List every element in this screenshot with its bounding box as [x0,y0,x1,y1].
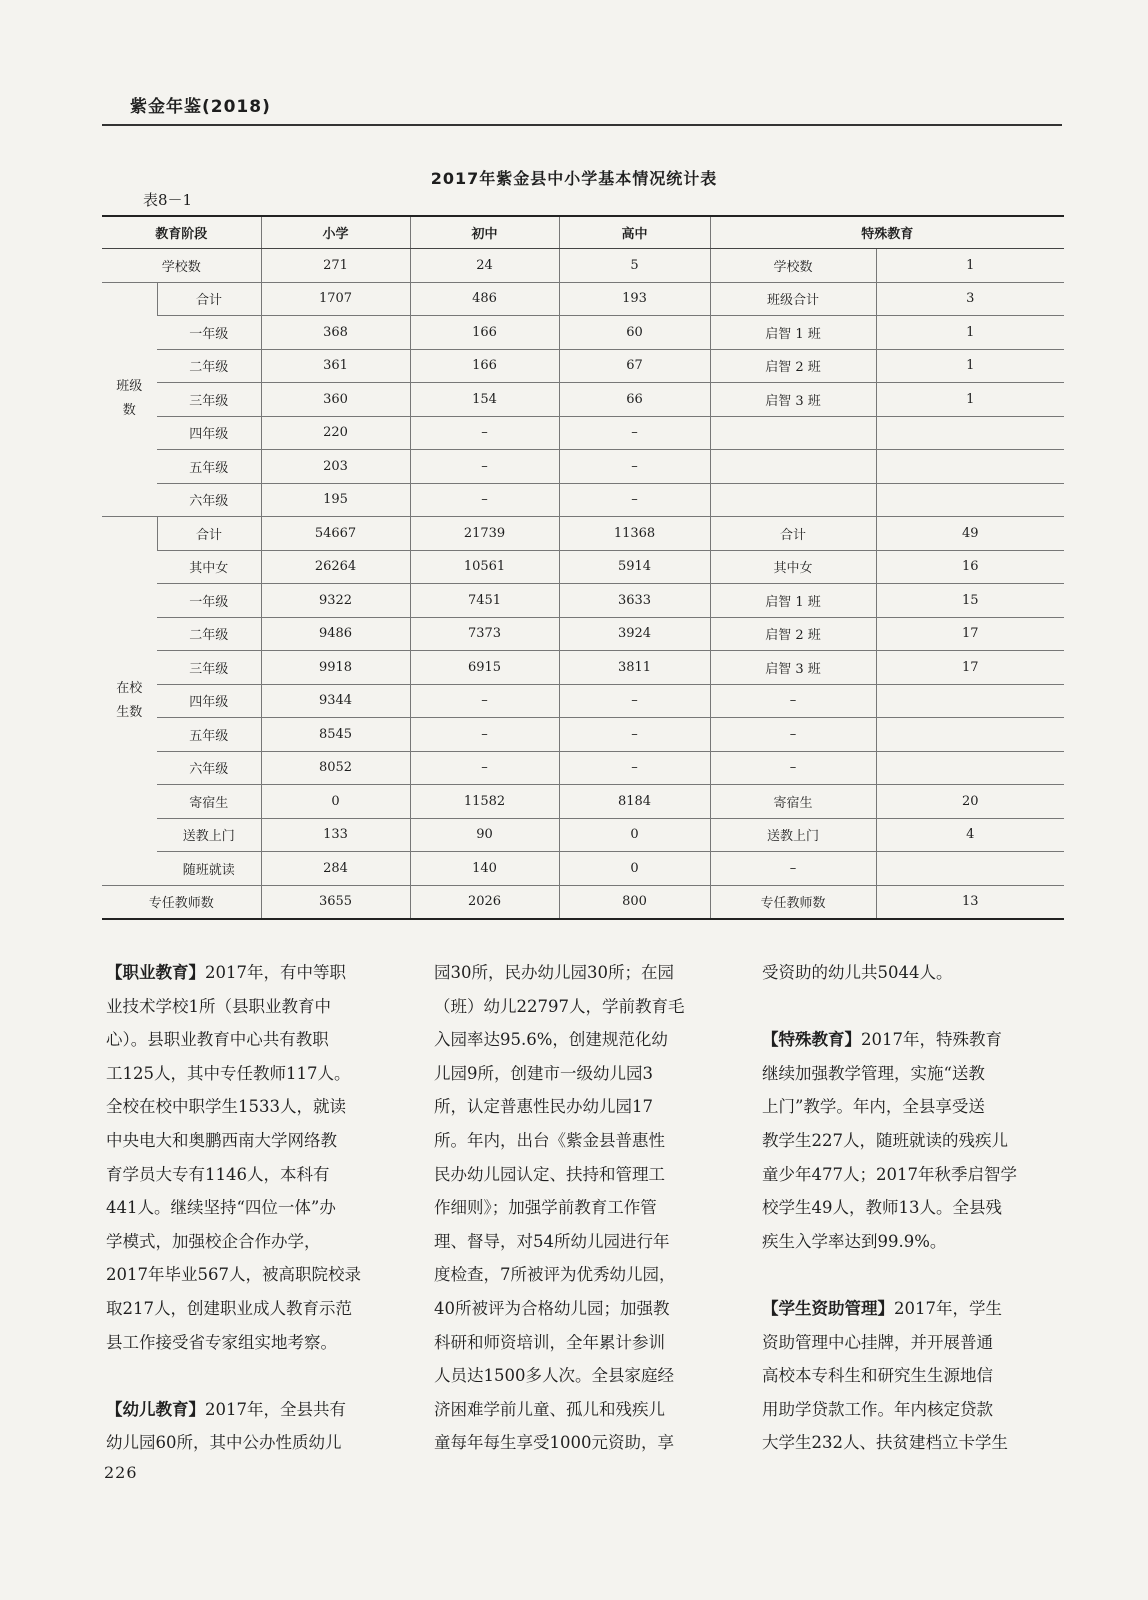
text-line: 入园率达95.6%，创建规范化幼 [434,1030,668,1050]
cell-special-label: – [710,751,876,785]
cell-special-value: 3 [876,282,1064,316]
cell-special-value [876,684,1064,718]
text-line: 理、督导，对54所幼儿园进行年 [434,1231,670,1251]
cell-junior: 21739 [410,517,559,551]
table-row [102,282,1064,316]
cell-primary: 9918 [261,651,410,685]
table-number: 表8－1 [143,191,193,209]
group-label-text: 在校生数 [116,680,143,720]
cell-senior: 193 [559,282,710,316]
cell-senior: – [559,718,710,752]
cell-senior: – [559,684,710,718]
header-primary: 小学 [261,216,410,249]
header-stage: 教育阶段 [102,216,261,249]
cell-junior: 166 [410,316,559,350]
cell-special-value: 4 [876,818,1064,852]
table-row [102,450,1064,484]
header-rule [102,124,1062,126]
cell-primary: 54667 [261,517,410,551]
cell-special-value: 1 [876,249,1064,283]
text-line: 童少年477人；2017年秋季启智学 [762,1164,1017,1184]
row-label: 五年级 [157,450,261,484]
row-label: 二年级 [157,349,261,383]
cell-junior: 154 [410,383,559,417]
cell-junior: 7451 [410,584,559,618]
cell-primary: 0 [261,785,410,819]
cell-senior: – [559,416,710,450]
page-number: 226 [104,1463,138,1482]
cell-special-label [710,483,876,517]
cell-special-label: 启智 2 班 [710,617,876,651]
text-line: 所，认定普惠性民办幼儿园17 [434,1097,653,1117]
table-row [102,517,1064,551]
cell-special-label: 启智 1 班 [710,584,876,618]
text-line: 教学生227人，随班就读的残疾儿 [762,1130,1008,1150]
table-row [102,684,1064,718]
table-row [102,349,1064,383]
cell-special-label [710,416,876,450]
cell-primary: 368 [261,316,410,350]
text-line: 用助学贷款工作。年内核定贷款 [762,1399,993,1419]
cell-special-value [876,416,1064,450]
text-line: 园30所，民办幼儿园30所；在园 [434,963,674,982]
cell-primary: 203 [261,450,410,484]
cell-senior: 800 [559,885,710,919]
cell-special-value: 17 [876,651,1064,685]
table-row [102,617,1064,651]
text-line: 资助管理中心挂牌，并开展普通 [762,1332,993,1352]
text-line: 上门”教学。年内，全县享受送 [762,1097,985,1117]
row-label: 六年级 [157,751,261,785]
text-line: 大学生232人、扶贫建档立卡学生 [762,1433,1008,1453]
cell-junior: 90 [410,818,559,852]
cell-senior: 60 [559,316,710,350]
paragraph-preschool-cont [434,956,724,1460]
cell-special-value [876,450,1064,484]
text-line: 2017年，特殊教育 [861,1030,1002,1050]
cell-junior: – [410,450,559,484]
text-line: 童每年每生享受1000元资助，享 [434,1433,674,1453]
statistics-table [102,215,1064,920]
cell-senior: 67 [559,349,710,383]
row-label: 其中女 [157,550,261,584]
table-row [102,651,1064,685]
cell-special-label: 送教上门 [710,818,876,852]
cell-junior: – [410,718,559,752]
cell-senior: 3811 [559,651,710,685]
row-label: 送教上门 [157,818,261,852]
text-line: 441人。继续坚持“四位一体”办 [106,1198,336,1218]
running-head: 紫金年鉴(2018) [130,97,271,117]
cell-junior: 166 [410,349,559,383]
text-line: 继续加强教学管理，实施“送教 [762,1063,985,1083]
cell-senior: 11368 [559,517,710,551]
cell-primary: 8052 [261,751,410,785]
row-label: 合计 [157,282,261,316]
text-column-1 [106,956,396,1460]
cell-junior: 24 [410,249,559,283]
table-row [102,483,1064,517]
paragraph-vocational [106,956,396,1359]
cell-junior: – [410,751,559,785]
cell-junior: – [410,416,559,450]
cell-senior: 5914 [559,550,710,584]
text-line: 科研和师资培训，全年累计参训 [434,1332,665,1352]
cell-special-label: 其中女 [710,550,876,584]
cell-junior: 7373 [410,617,559,651]
row-label: 六年级 [157,483,261,517]
text-line: 育学员大专有1146人，本科有 [106,1164,330,1184]
text-line: 济困难学前儿童、孤儿和残疾儿 [434,1399,665,1419]
text-line: 业技术学校1所（县职业教育中 [106,996,331,1016]
cell-senior: 66 [559,383,710,417]
cell-senior: 0 [559,818,710,852]
row-group-label [102,517,157,886]
cell-primary: 220 [261,416,410,450]
text-line: 民办幼儿园认定、扶持和管理工 [434,1164,665,1184]
row-label: 随班就读 [157,852,261,886]
table-row [102,550,1064,584]
cell-special-value: 16 [876,550,1064,584]
cell-senior: – [559,483,710,517]
row-label: 四年级 [157,416,261,450]
cell-special-value: 1 [876,383,1064,417]
cell-junior: 486 [410,282,559,316]
row-label: 学校数 [102,249,261,283]
paragraph-preschool [106,1393,396,1460]
cell-primary: 195 [261,483,410,517]
header-senior: 高中 [559,216,710,249]
text-line: （班）幼儿22797人，学前教育毛 [434,996,685,1016]
section-heading-preschool: 【幼儿教育】 [106,1399,205,1419]
cell-primary: 8545 [261,718,410,752]
text-column-3 [762,956,1052,1460]
cell-special-label: 班级合计 [710,282,876,316]
row-label: 一年级 [157,584,261,618]
cell-special-label: 寄宿生 [710,785,876,819]
cell-primary: 361 [261,349,410,383]
cell-special-label: 合计 [710,517,876,551]
section-heading-aid: 【学生资助管理】 [762,1298,894,1318]
cell-junior: 11582 [410,785,559,819]
table-row [102,383,1064,417]
section-heading-special: 【特殊教育】 [762,1030,861,1050]
table-row [102,584,1064,618]
text-line: 所。年内，出台《紫金县普惠性 [434,1130,665,1150]
cell-senior: 8184 [559,785,710,819]
cell-special-label: – [710,718,876,752]
cell-special-label: 启智 3 班 [710,383,876,417]
paragraph-preschool-end: 受资助的幼儿共5044人。 [762,963,953,982]
cell-special-label [710,450,876,484]
row-label: 合计 [157,517,261,551]
text-line: 县工作接受省专家组实地考察。 [106,1332,337,1352]
cell-special-label: 启智 2 班 [710,349,876,383]
paragraph-text [106,963,361,1352]
cell-primary: 26264 [261,550,410,584]
group-label-text: 班级数 [116,379,143,419]
text-line: 心）。县职业教育中心共有教职 [106,1030,329,1050]
text-line: 2017年，全县共有 [205,1399,346,1419]
table-row [102,751,1064,785]
cell-special-value [876,483,1064,517]
text-line: 全校在校中职学生1533人，就读 [106,1097,346,1117]
text-line: 幼儿园60所，其中公办性质幼儿 [106,1433,342,1453]
cell-special-value: 1 [876,316,1064,350]
row-group-label [102,282,157,517]
cell-special-value: 20 [876,785,1064,819]
cell-special-value: 49 [876,517,1064,551]
text-column-2 [434,956,724,1460]
cell-special-value: 17 [876,617,1064,651]
paragraph-aid [762,1292,1052,1460]
text-line: 人员达1500多人次。全县家庭经 [434,1366,674,1386]
paragraph-text [434,963,685,1452]
cell-special-value: 1 [876,349,1064,383]
text-line: 高校本专科生和研究生生源地信 [762,1366,993,1386]
cell-primary: 284 [261,852,410,886]
cell-special-value [876,751,1064,785]
table-row [102,249,1064,283]
text-line: 2017年，有中等职 [205,963,346,982]
text-line: 工125人，其中专任教师117人。 [106,1063,351,1083]
table-title: 2017年紫金县中小学基本情况统计表 [430,169,718,188]
cell-junior: – [410,684,559,718]
cell-special-value: 13 [876,885,1064,919]
cell-senior: – [559,450,710,484]
cell-junior: 10561 [410,550,559,584]
header-junior: 初中 [410,216,559,249]
cell-primary: 9344 [261,684,410,718]
row-label: 专任教师数 [102,885,261,919]
table-row [102,818,1064,852]
text-line: 2017年毕业567人，被高职院校录 [106,1265,361,1285]
text-line: 儿园9所，创建市一级幼儿园3 [434,1063,653,1083]
cell-special-label: 启智 3 班 [710,651,876,685]
cell-special-label: – [710,684,876,718]
text-line: 学模式，加强校企合作办学， [106,1231,321,1251]
text-line: 取217人，创建职业成人教育示范 [106,1298,352,1318]
cell-senior: – [559,751,710,785]
cell-senior: 3633 [559,584,710,618]
text-line: 疾生入学率达到99.9%。 [762,1231,947,1251]
text-line: 40所被评为合格幼儿园；加强教 [434,1298,670,1318]
cell-primary: 9322 [261,584,410,618]
paragraph-text [762,1299,1008,1452]
row-label: 一年级 [157,316,261,350]
row-label: 三年级 [157,383,261,417]
cell-special-label: – [710,852,876,886]
text-line: 度检查，7所被评为优秀幼儿园， [434,1265,676,1285]
text-line: 作细则》；加强学前教育工作管 [434,1198,657,1218]
table-row [102,885,1064,919]
row-label: 寄宿生 [157,785,261,819]
cell-primary: 9486 [261,617,410,651]
cell-primary: 3655 [261,885,410,919]
cell-senior: 0 [559,852,710,886]
text-line: 2017年，学生 [894,1298,1002,1318]
table-row [102,785,1064,819]
section-heading-vocational: 【职业教育】 [106,963,205,982]
paragraph-special [762,1023,1052,1258]
row-label: 五年级 [157,718,261,752]
header-special: 特殊教育 [710,216,1064,249]
cell-special-label: 专任教师数 [710,885,876,919]
row-label: 四年级 [157,684,261,718]
table-header-row [102,216,1064,249]
cell-primary: 271 [261,249,410,283]
table-row [102,852,1064,886]
table-row [102,718,1064,752]
cell-junior: – [410,483,559,517]
cell-special-value [876,852,1064,886]
cell-primary: 133 [261,818,410,852]
cell-special-label: 学校数 [710,249,876,283]
row-label: 二年级 [157,617,261,651]
row-label: 三年级 [157,651,261,685]
paragraph-text [762,1030,1017,1251]
cell-special-label: 启智 1 班 [710,316,876,350]
cell-special-value [876,718,1064,752]
cell-senior: 5 [559,249,710,283]
cell-junior: 2026 [410,885,559,919]
cell-special-value: 15 [876,584,1064,618]
cell-junior: 6915 [410,651,559,685]
table-row [102,316,1064,350]
cell-senior: 3924 [559,617,710,651]
table-row [102,416,1064,450]
cell-primary: 360 [261,383,410,417]
cell-primary: 1707 [261,282,410,316]
text-line: 中央电大和奥鹏西南大学网络教 [106,1130,337,1150]
text-line: 校学生49人，教师13人。全县残 [762,1198,1002,1218]
cell-junior: 140 [410,852,559,886]
